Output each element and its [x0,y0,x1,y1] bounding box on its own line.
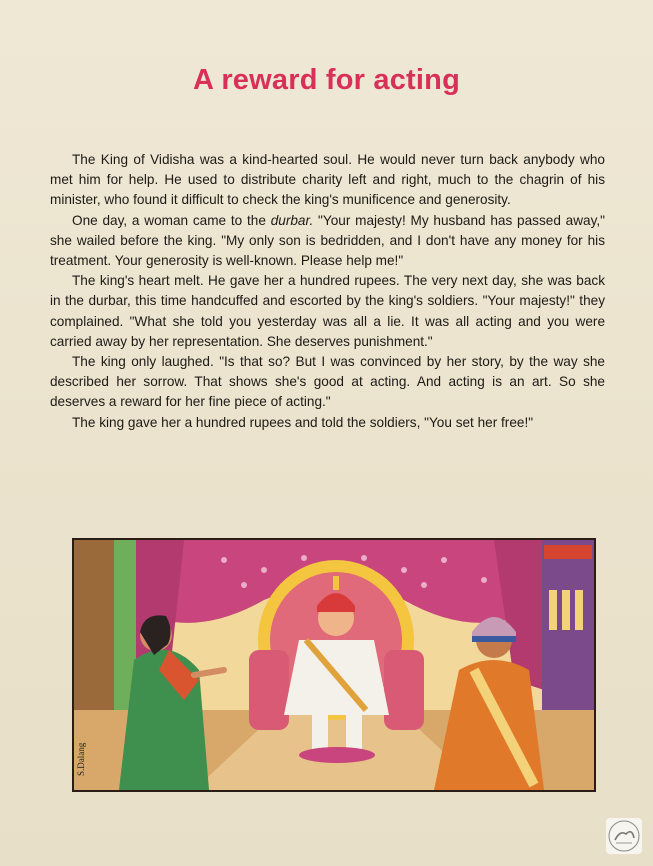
paragraph-2 [50,211,605,272]
paragraph-3: The king's heart melt. He gave her a hundred rupees. The very next day, she was back in the durbar, this time handcuffed and escorted by the king's soldiers. "Your majesty!" they complained. "What she told you yesterday was all a lie. It was all acting and you were carried away by her representation. She deserves punishment." [50,273,605,349]
artist-signature: S.Dalang [76,742,86,776]
paragraph-1: The King of Vidisha was a kind-hearted soul. He would never turn back anybody who met him for help. He used to distribute charity left and right, much to the chagrin of his minister, who found it difficult to check the king's munificence and generosity. [50,152,605,208]
story-title: A reward for acting [193,64,460,96]
illustration-scene [74,540,594,790]
paragraph-4: The king only laughed. "Is that so? But I was convinced by her story, by the way she described her sorrow. That shows she's good at acting. And acting is an art. So she deserves a reward for her fine piece of acting." [50,354,605,410]
story-illustration [72,538,596,792]
paragraph-5: The king gave her a hundred rupees and told the soldiers, "You set her free!" [72,414,534,430]
hands-logo-icon [606,818,642,854]
durbar-italic: durbar. [270,212,314,228]
paragraph-2-rest: "Your majesty! My husband has passed away," she wailed before the king. "My only son is bedridden, and I don't have any money for his treatment. Your generosity is well-known. Please help me!" [50,212,605,269]
paragraph-2-start: One day, a woman came to the [72,212,271,228]
story-text [50,150,605,433]
